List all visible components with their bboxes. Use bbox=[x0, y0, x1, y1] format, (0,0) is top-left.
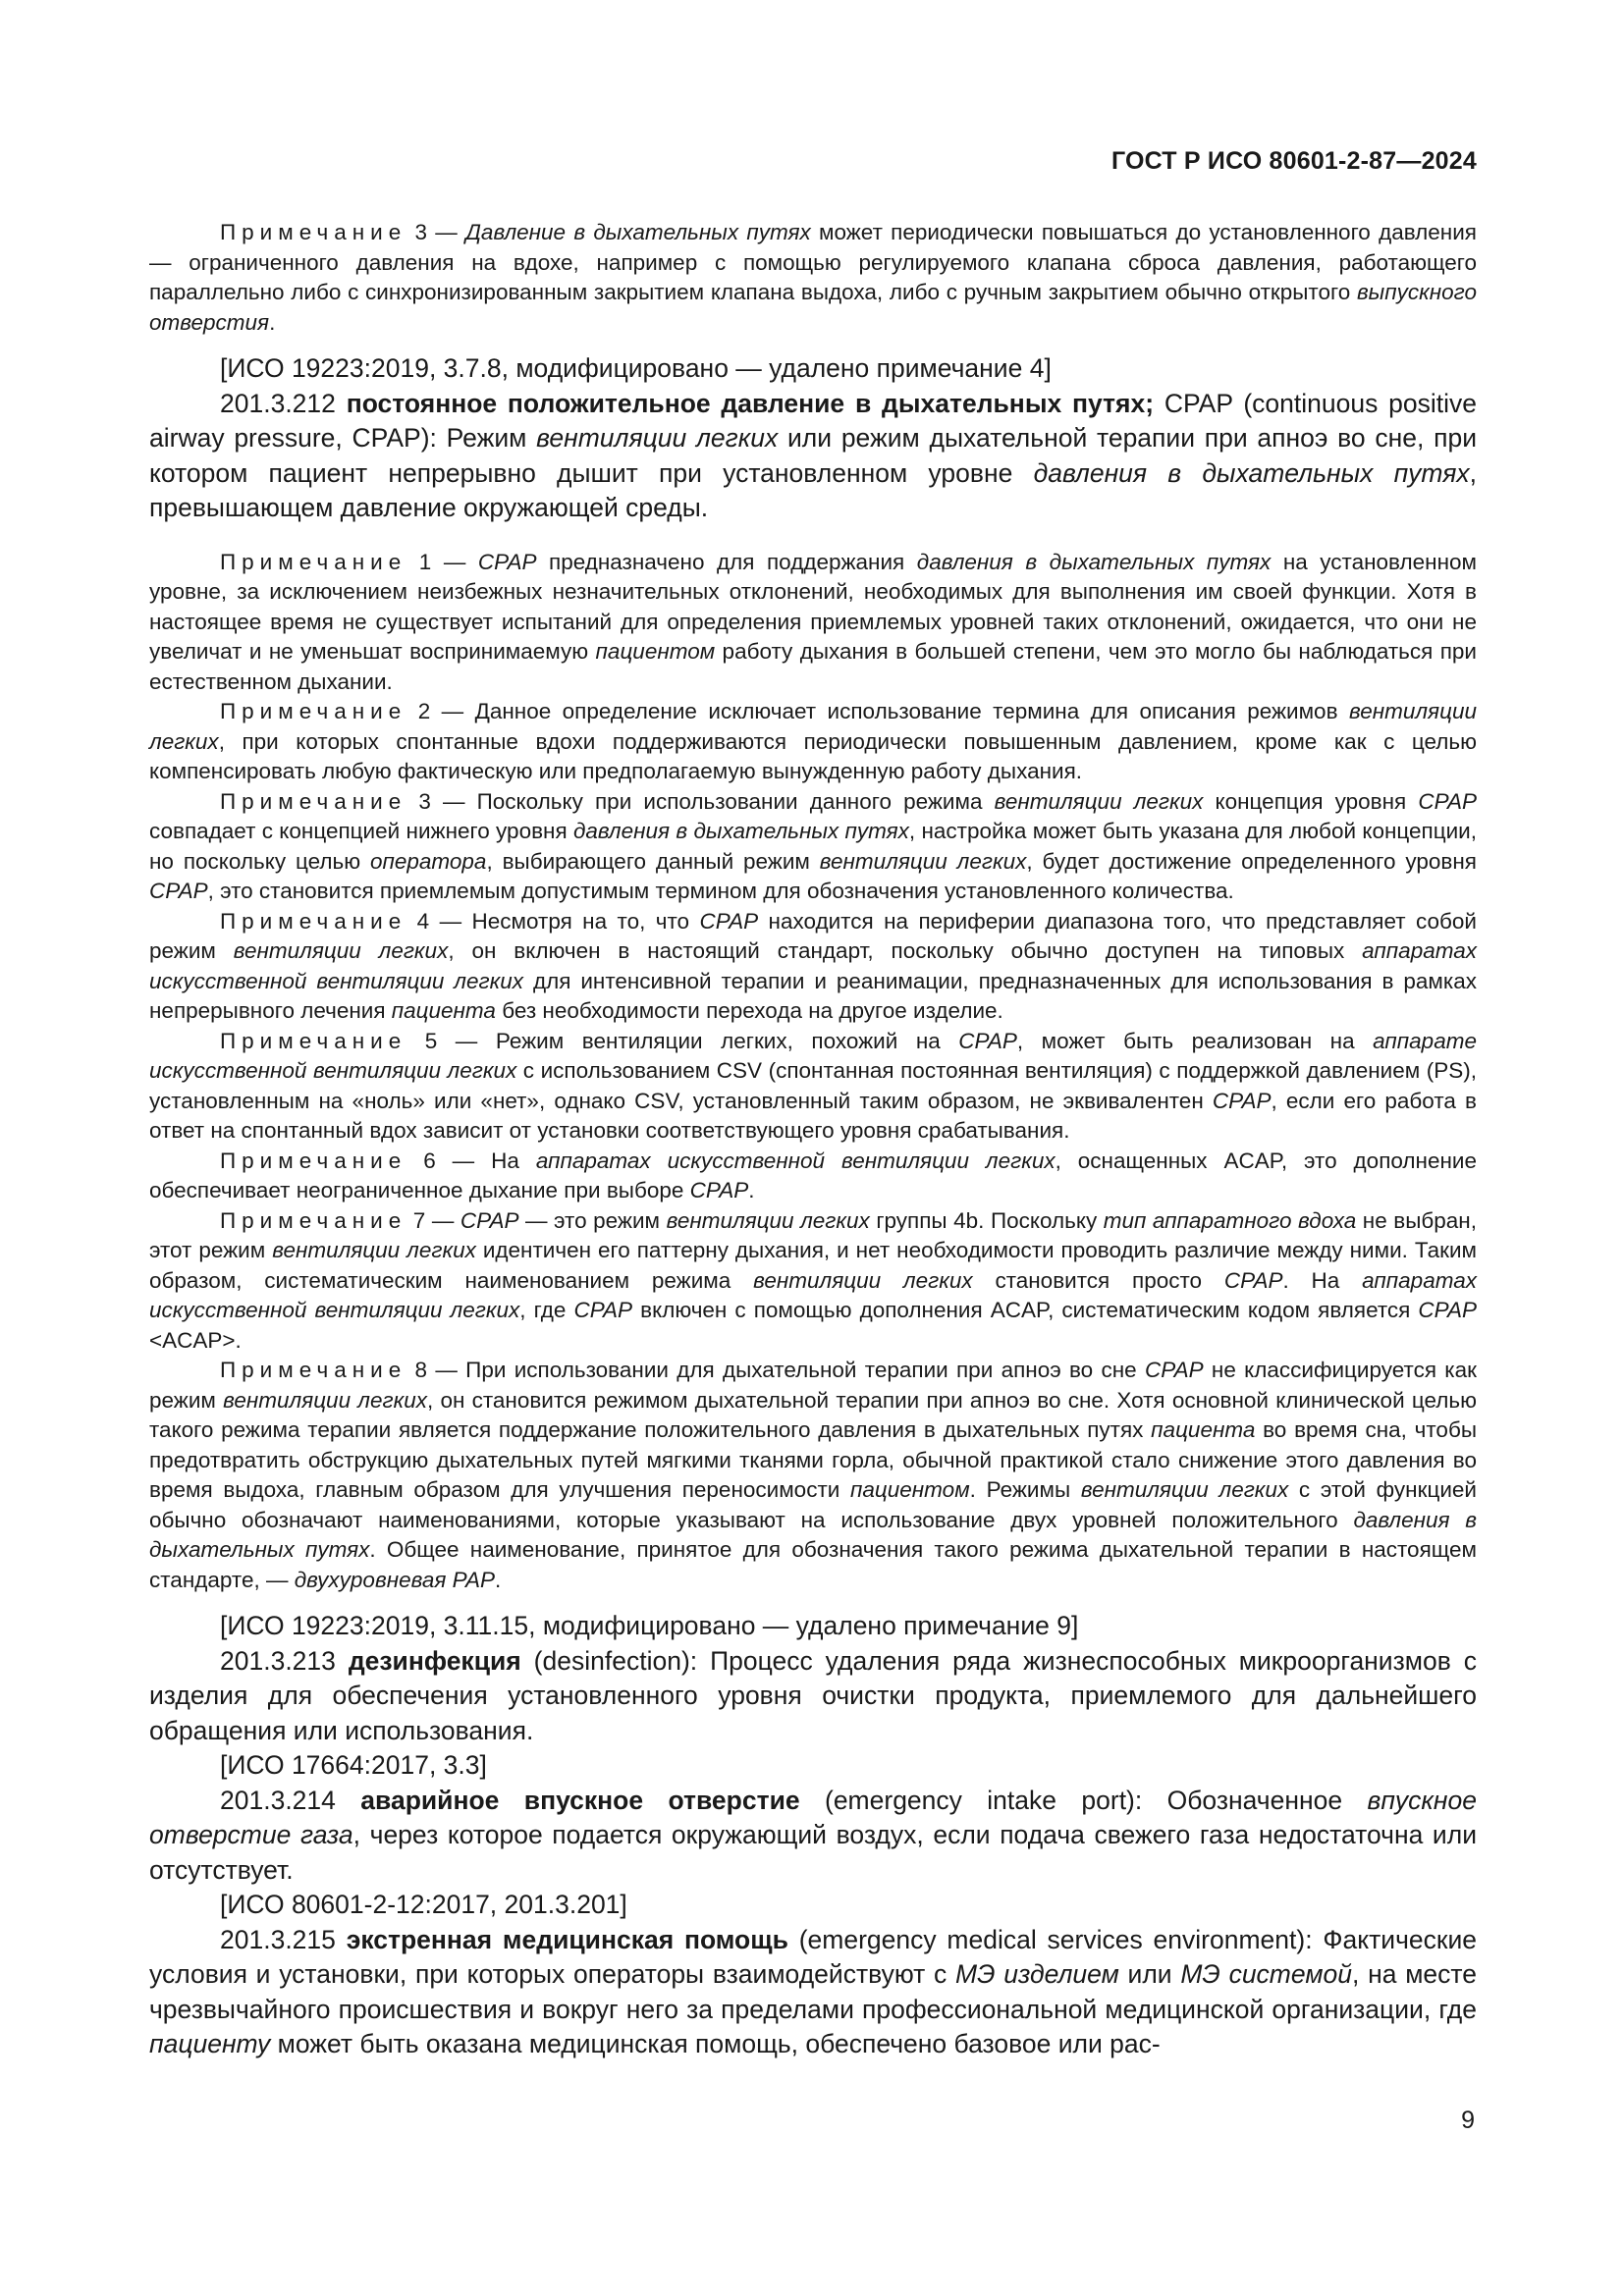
standard-header: ГОСТ Р ИСО 80601-2-87—2024 bbox=[1110, 147, 1477, 175]
note-3-airway-pressure: Примечание 3 — Давление в дыхательных путях может периодически повышаться до установленного давления — ограниченного давления на вдохе, например с помощью регулируемого клапана сброса давления, работающего параллельно либо с синхронизированным закрытием клапана выдоха, либо с ручным закрытием обычно открытого выпускного отверстия. bbox=[149, 220, 1477, 335]
note-3-cpap: Примечание 3 — Поскольку при использовании данного режима вентиляции легких концепция уровня CPAP совпадает с концепцией нижнего уровня давления в дыхательных путях, настройка может быть указана для любой концепции, но поскольку целью оператора, выбирающего данный режим вентиляции легких, будет достижение определенного уровня CPAP, это становится приемлемым допустимым термином для обозначения установленного количества. bbox=[149, 788, 1477, 903]
reference-iso-19223-31115: [ИСО 19223:2019, 3.11.15, модифицировано — удалено примечание 9] bbox=[220, 1611, 1079, 1640]
note-5-cpap: Примечание 5 — Режим вентиляции легких, похожий на CPAP, может быть реализован на аппарате искусственной вентиляции легких с использованием CSV (спонтанная постоянная вентиляция) с поддержкой давлением (PS), установленным на «ноль» или «нет», однако CSV, установленный таким образом, не эквивалентен CPAP, если его работа в ответ на спонтанный вдох зависит от установки соответствующего уровня срабатывания. bbox=[149, 1028, 1478, 1143]
page-number: 9 bbox=[1461, 2107, 1475, 2134]
page-content bbox=[149, 218, 1477, 2062]
definition-201-3-215: 201.3.215 экстренная медицинская помощь (emergency medical services environment): Фактические условия и установки, при которых операторы взаимодействуют с МЭ изделием или МЭ системой, на месте чрезвычайного происшествия и вокруг него за пределами профессиональной медицинской организации, где пациенту может быть оказана медицинская помощь, обеспечено базовое или рас- bbox=[149, 1924, 1478, 2058]
reference-iso-80601-2-12: [ИСО 80601-2-12:2017, 201.3.201] bbox=[220, 1890, 627, 1919]
reference-iso-19223-378: [ИСО 19223:2019, 3.7.8, модифицировано — удалено примечание 4] bbox=[220, 353, 1052, 383]
definition-201-3-214: 201.3.214 аварийное впускное отверстие (emergency intake port): Обозначенное впускное отверстие газа, через которое подается окружающий воздух, если подача свежего газа недостаточна или отсутствует. bbox=[149, 1785, 1477, 1885]
note-8-cpap: Примечание 8 — При использовании для дыхательной терапии при апноэ во сне CPAP не классифицируется как режим вентиляции легких, он становится режимом дыхательной терапии при апноэ во сне. Хотя основной клинической целью такого режима терапии является поддержание положительного давления в дыхательных путях пациента во время сна, чтобы предотвратить обструкцию дыхательных путей мягкими тканями горла, обычной практикой стало снижение этого давления во время выдоха, главным образом для улучшения переносимости пациентом. Режимы вентиляции легких с этой функцией обычно обозначают наименованиями, которые указывают на использование двух уровней положительного давления в дыхательных путях. Общее наименование, принятое для обозначения такого режима дыхательной терапии в настоящем стандарте, — двухуровневая PAP. bbox=[149, 1358, 1478, 1592]
note-1-cpap: Примечание 1 — CPAP предназначено для поддержания давления в дыхательных путях на установленном уровне, за исключением неизбежных незначительных отклонений, необходимых для выполнения им своей функции. Хотя в настоящее время не существует испытаний для определения приемлемых уровней таких отклонений, ожидается, что они не увеличат и не уменьшат воспринимаемую пациентом работу дыхания в большей степени, чем это могло бы наблюдаться при естественном дыхании. bbox=[149, 549, 1477, 694]
note-4-cpap: Примечание 4 — Несмотря на то, что CPAP находится на периферии диапазона того, что представляет собой режим вентиляции легких, он включен в настоящий стандарт, поскольку обычно доступен на типовых аппаратах искусственной вентиляции легких для интенсивной терапии и реанимации, предназначенных для использования в рамках непрерывного лечения пациента без необходимости перехода на другое изделие. bbox=[149, 908, 1477, 1023]
note-2-cpap: Примечание 2 — Данное определение исключает использование термина для описания режимов вентиляции легких, при которых спонтанные вдохи поддерживаются периодически повышенным давлением, кроме как с целью компенсировать любую фактическую или предполагаемую вынужденную работу дыхания. bbox=[149, 699, 1477, 783]
definition-201-3-212: 201.3.212 постоянное положительное давление в дыхательных путях; CPAP (continuous positive airway pressure, CPAP): Режим вентиляции легких или режим дыхательной терапии при апноэ во сне, при котором пациент непрерывно дышит при установленном уровне давления в дыхательных путях, превышающем давление окружающей среды. bbox=[149, 388, 1478, 522]
note-7-cpap: Примечание 7 — CPAP — это режим вентиляции легких группы 4b. Поскольку тип аппаратного вдоха не выбран, этот режим вентиляции легких идентичен его паттерну дыхания, и нет необходимости проводить различие между ними. Таким образом, систематическим наименованием режима вентиляции легких становится просто CPAP. На аппаратах искусственной вентиляции легких, где CPAP включен с помощью дополнения ACAP, систематическим кодом является CPAP <ACAP>. bbox=[149, 1207, 1478, 1353]
note-6-cpap: Примечание 6 — На аппаратах искусственной вентиляции легких, оснащенных ACAP, это дополнение обеспечивает неограниченное дыхание при выборе CPAP. bbox=[149, 1148, 1477, 1202]
reference-iso-17664: [ИСО 17664:2017, 3.3] bbox=[220, 1750, 487, 1780]
definition-201-3-213: 201.3.213 дезинфекция (desinfection): Процесс удаления ряда жизнеспособных микроорганизмов с изделия для обеспечения установленного уровня очистки продукта, приемлемого для дальнейшего обращения или использования. bbox=[149, 1645, 1477, 1745]
